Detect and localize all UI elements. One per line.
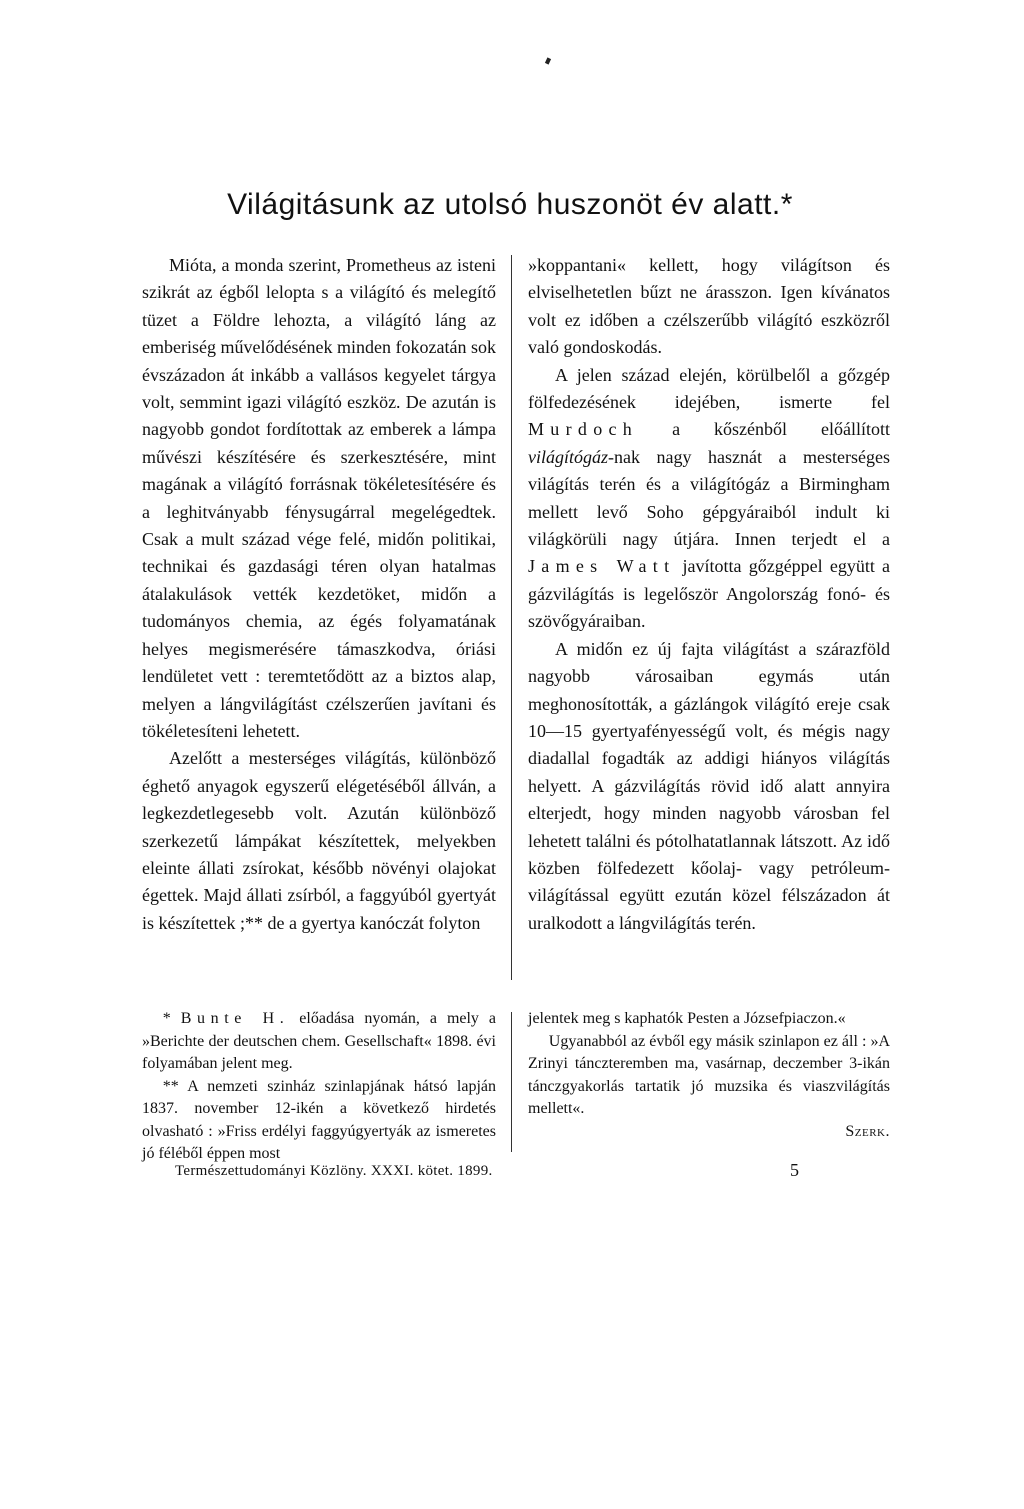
footnote-2: ** A nemzeti szinház szinlapjának hátsó lapján 1837. november 12-ikén a következő hirdetés olvasható : »Friss erdélyi faggyúgyertyák az ismeretes jó féléből éppen most [142,1077,496,1162]
paragraph-prometheus: Mióta, a monda szerint, Prometheus az isteni szikrát az égből lelopta s a világító és melegítő tüzet a Földre lehozta, a világító láng az emberiség művelődésének minden fokozatán sok évszázadon át inkább a vallásos kegyelet tárgya volt, semmint igazi világító eszköz. De azután is nagyobb gondot fordítottak az emberek a lámpa művészi készítésére és szerkesztésére, mint magának a világító forrásnak tökéletesítésére és a leghitványabb fénysugárral megelégedtek. Csak a mult század vége felé, midőn politikai, technikai és gazdasági téren olyan hatalmas átalakulások vették kezdetöket, midőn a tudományos chemia, az égés folyamatának helyes megismerésére támaszkodva, óriási lendületet vett : teremtetődött az a biztos alap, melyen a lángvilágítást czélszerűen javítani és tökéletesíteni lehetett. [142,255,496,741]
footnotes-left [142,1008,496,1166]
column-divider [511,255,512,980]
page-title: Világitásunk az utolsó huszonöt év alatt.* [227,188,793,221]
paragraph-murdoch: A jelen század elején, körülbelől a gőzgép fölfedezésének idejében, ismerte fel Murdoch a kőszénből előállított világítógáz-nak nagy hasznát a mesterséges világítás terén és a világítógáz a Birmingham mellett levő Soho gépgyáraiból indult ki világkörüli nagy útjára. Innen terjedt el a James Watt javította gőzgéppel együtt a gázvilágítás is legelőször Angolország fonó- és szövőgyáraiban. [528,364,890,632]
term-vilagitogaz: világítógáz [528,446,608,467]
editor-signature: Szerk. [845,1122,890,1140]
name-murdoch: Murdoch [528,419,639,440]
footnote-3: Ugyanabból az évből egy másik szinlapon ez áll : »A Zrinyi tánczteremben ma, vasárnap, deczember 3-ikán tánczgyakorlás tartatik jó muzsika és viaszvilágítás mellett«. [528,1032,890,1117]
paragraph-koppantani: »koppantani« kellett, hogy világítson és elviselhetetlen bűzt ne árasszon. Igen kívánatos volt ez időben a czélszerűbb világító eszközről való gondoskodás. [528,255,890,358]
paragraph-artificial-lighting: Azelőtt a mesterséges világítás, különböző éghető anyagok egyszerű elégetéséből állván, a legkezdetlegesebb volt. Azután különböző szerkezetű lámpákat készítettek, melyekben eleinte állati zsírokat, később növényi olajokat égettek. Majd állati zsírból, a faggyúból gyertyát is készítettek ;** de a gyertya kanóczát folyton [142,748,496,933]
stray-ink-mark [545,57,551,64]
footnote-divider [511,1012,512,1152]
article-left-column [142,252,496,937]
name-james-watt: James Watt [528,556,676,577]
paragraph-gas-lighting: A midőn ez új fajta világítást a szárazföld nagyobb városaiban egymás után meghonosították, a gázlángok világító ereje csak 10—15 gyertyafényességű volt, és mégis nagy diadallal fogadták az addigi hiányos világítás helyett. A gázvilágítás rövid idő alatt annyira elterjedt, hogy minden nagyobb városban fel lehetett találni és pótolhatatlannak látszott. Az idő közben fölfedezett kőolaj- vagy petróleum-világítással együtt ezután közel félszázadon át uralkodott a lángvilágítás terén. [528,638,890,933]
article-right-column [528,252,890,937]
footnote-2-continued: jelentek meg s kaphatók Pesten a Józsefpiaczon.« [528,1010,846,1027]
journal-source: Természettudományi Közlöny. XXXI. kötet. 1899. [175,1163,493,1179]
footnotes-right [528,1008,890,1143]
name-bunte: Bunte H. [180,1010,290,1027]
footnote-1: * Bunte H. előadása nyomán, a mely a »Berichte der deutschen chem. Gesellschaft« 1898. évi folyamában jelent meg. [142,1010,497,1072]
page-number: 5 [790,1160,799,1180]
